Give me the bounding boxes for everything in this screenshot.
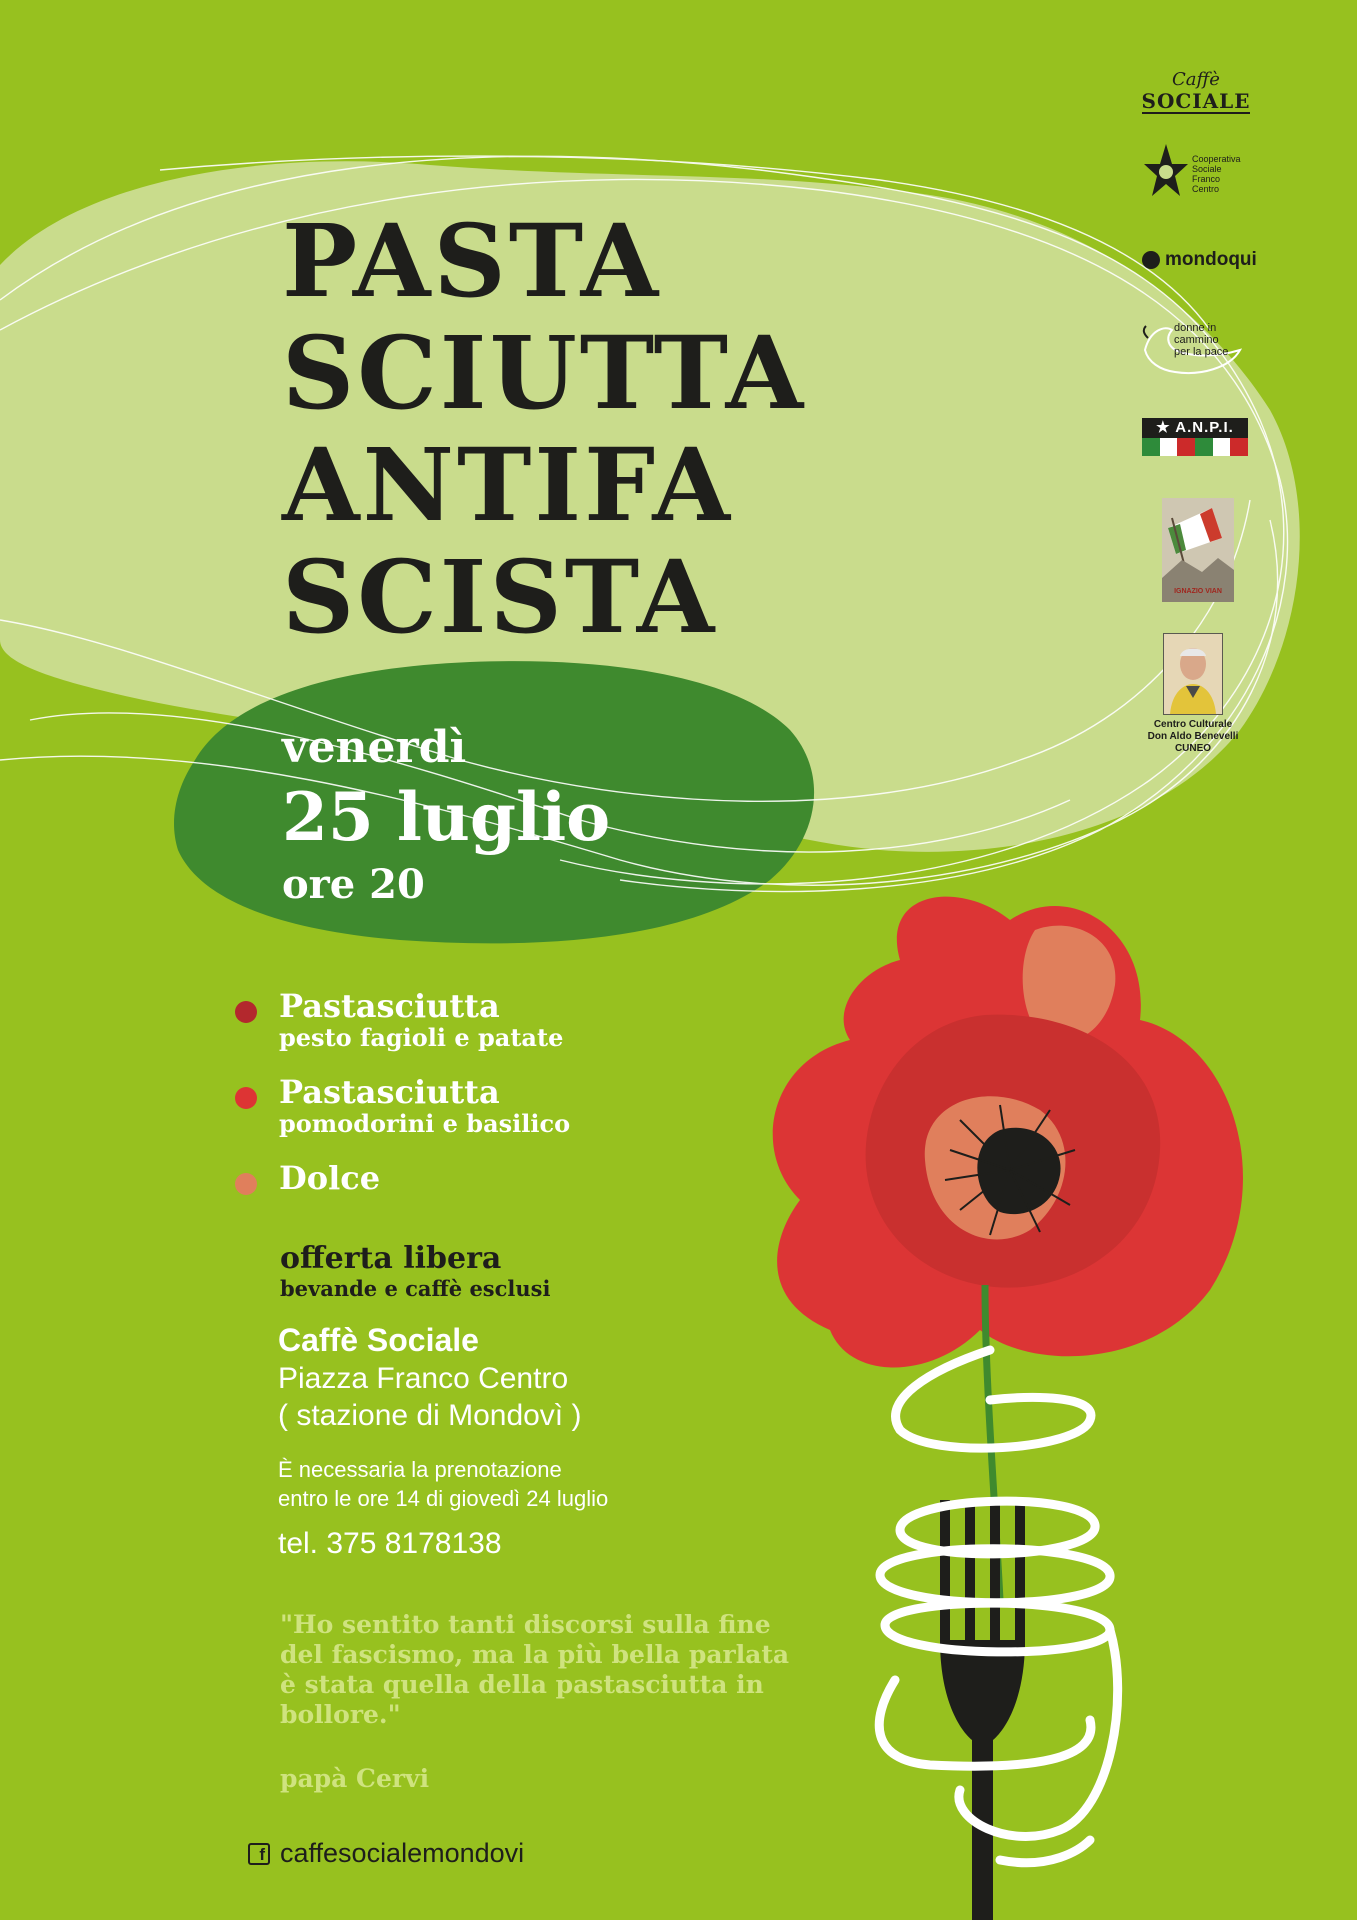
- poppy-illustration: [773, 897, 1243, 1600]
- caffe-sociale-word: SOCIALE: [1141, 89, 1251, 113]
- phone-number[interactable]: tel. 375 8178138: [278, 1527, 502, 1560]
- title-line: SCIUTTA: [282, 314, 807, 432]
- anpi-text: ★ A.N.P.I.: [1142, 418, 1248, 438]
- facebook-icon: f: [248, 1843, 270, 1865]
- quote-author: papà Cervi: [280, 1764, 430, 1793]
- mondoqui-icon: [1142, 251, 1160, 269]
- caffe-sociale-logo: [1126, 70, 1266, 114]
- cooperativa-text: Cooperativa Sociale Franco Centro: [1192, 154, 1241, 194]
- venue-address: Piazza Franco Centro: [278, 1362, 569, 1395]
- mondoqui-text: mondoqui: [1165, 249, 1257, 270]
- menu-item-title: Dolce: [279, 1159, 381, 1197]
- menu-item-title: Pastasciutta: [279, 987, 500, 1025]
- cooperativa-logo: [1142, 142, 1262, 208]
- event-weekday: venerdì: [282, 722, 467, 773]
- menu-item-subtitle: pesto fagioli e patate: [279, 1023, 564, 1052]
- ignazio-vian-text: IGNAZIO VIAN: [1174, 588, 1222, 595]
- booking-note: [278, 1455, 608, 1513]
- spaghetti-illustration: [879, 1350, 1117, 1863]
- poster-title: [282, 202, 807, 656]
- donne-in-cammino-logo: [1140, 320, 1250, 380]
- offer-info: [280, 1242, 550, 1302]
- benevelli-text: Centro Culturale Don Aldo Benevelli CUNEO: [1147, 719, 1239, 754]
- quote-text: "Ho sentito tanti discorsi sulla fine del fascismo, ma la più bella parlata è stata quella della pastasciutta in bollore.": [280, 1610, 790, 1729]
- menu-item-title: Pastasciutta: [279, 1073, 500, 1111]
- menu-item: [235, 1074, 570, 1138]
- venue-name: Caffè Sociale: [278, 1322, 479, 1358]
- social-link[interactable]: [248, 1838, 524, 1869]
- title-line: PASTA: [282, 202, 662, 320]
- event-time: ore 20: [282, 861, 425, 908]
- bullet-icon: [235, 1001, 257, 1023]
- event-date: [282, 720, 610, 912]
- title-line: SCISTA: [282, 538, 718, 656]
- flag-illustration-icon: [1162, 498, 1234, 602]
- menu-item: [235, 1160, 570, 1196]
- donne-in-cammino-text: donne in cammino per la pace: [1174, 322, 1229, 358]
- benevelli-logo: [1128, 633, 1258, 755]
- title-line: ANTIFA: [282, 426, 733, 544]
- booking-line: entro le ore 14 di giovedì 24 luglio: [278, 1486, 609, 1511]
- menu-list: [235, 988, 570, 1218]
- bullet-icon: [235, 1173, 257, 1195]
- italian-flag-icon: [1142, 438, 1248, 456]
- venue-info: [278, 1320, 581, 1434]
- bullet-icon: [235, 1087, 257, 1109]
- ignazio-vian-logo: [1162, 498, 1234, 602]
- portrait-photo: [1163, 633, 1223, 715]
- venue-note: ( stazione di Mondovì ): [278, 1399, 582, 1432]
- menu-item-subtitle: pomodorini e basilico: [279, 1109, 571, 1138]
- offer-title: offerta libera: [280, 1241, 502, 1276]
- menu-item: [235, 988, 570, 1052]
- mondoqui-logo: [1142, 250, 1257, 269]
- fork-illustration: [940, 1500, 1025, 1920]
- event-day: 25 luglio: [282, 778, 611, 856]
- offer-subtitle: bevande e caffè esclusi: [280, 1276, 551, 1301]
- anpi-logo: [1142, 418, 1248, 456]
- star-icon: [1142, 142, 1190, 208]
- caffe-sociale-script: Caffè: [1172, 69, 1220, 90]
- social-handle: caffesocialemondovi: [280, 1838, 525, 1868]
- booking-line: È necessaria la prenotazione: [278, 1457, 562, 1482]
